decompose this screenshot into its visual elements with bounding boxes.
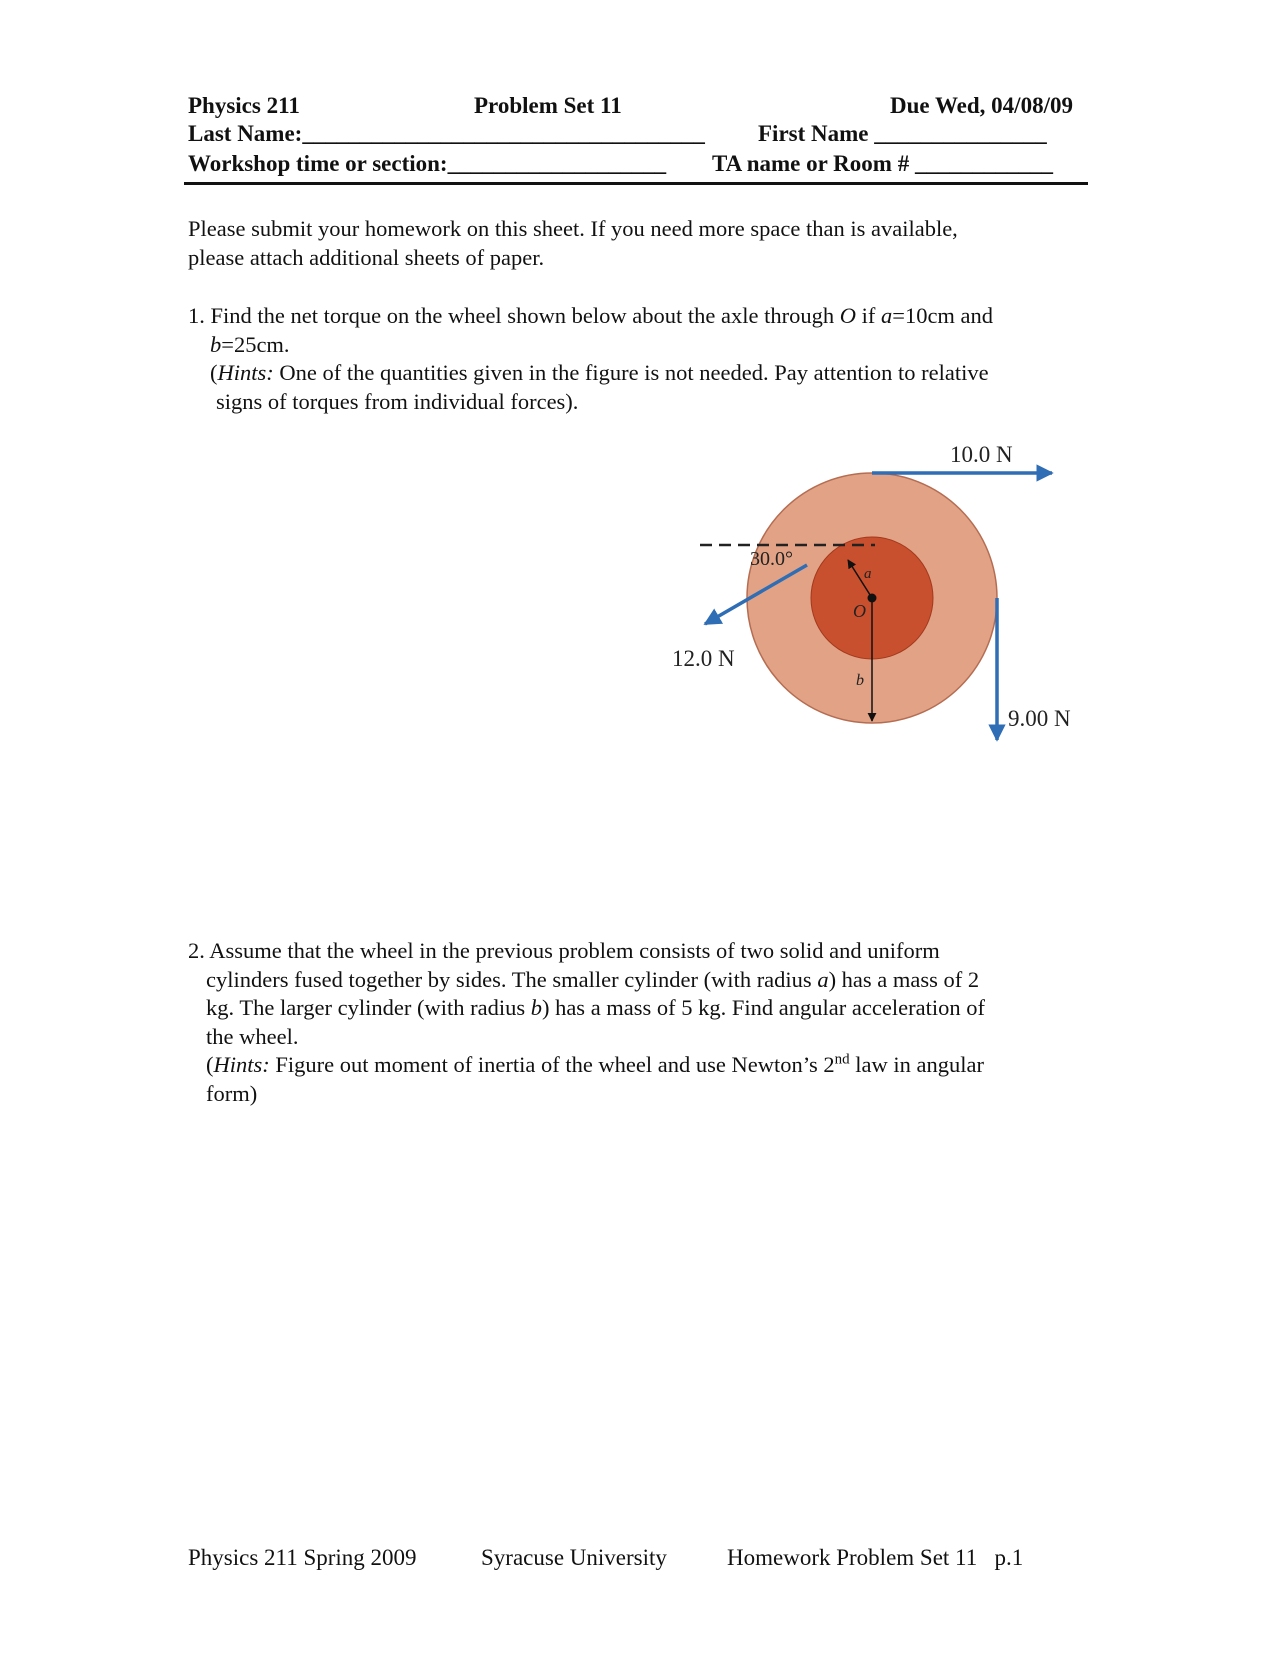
problem-1-hint-line-2: signs of torques from individual forces). [216,388,579,414]
force-12n-label: 12.0 N [672,646,735,671]
intro-line-2: please attach additional sheets of paper. [188,244,545,270]
footer-course: Physics 211 Spring 2009 [188,1545,417,1570]
problem-2-hint-line: (Hints: Figure out moment of inertia of the wheel and use Newton’s 2nd law in angular [206,1051,984,1077]
radius-b-label: b [856,672,864,689]
problem-1-line-2: b=25cm. [210,331,290,357]
footer-page: Homework Problem Set 11 p.1 [727,1545,1024,1570]
first-name-field: First Name _______________ [758,121,1047,146]
problem-2-line-3: kg. The larger cylinder (with radius b) has a mass of 5 kg. Find angular acceleration of [206,995,985,1020]
problem-2-line-4: the wheel. [206,1023,299,1049]
axle-o-label: O [853,601,866,621]
workshop-field: Workshop time or section:___________________ [188,151,667,176]
intro-line-1: Please submit your homework on this sheet. If you need more space than is available, [188,216,958,241]
problem-2 [188,937,985,1108]
ta-field: TA name or Room # ____________ [712,151,1053,176]
last-name-field: Last Name:___________________________________ [188,121,705,146]
problem-set-title: Problem Set 11 [474,93,622,118]
problem-1-line-1: 1. Find the net torque on the wheel shown below about the axle through O if a=10cm and [188,303,994,328]
force-9n-label: 9.00 N [1008,706,1071,731]
header-rule [184,182,1088,185]
wheel-torque-figure [660,430,1100,785]
due-date: Due Wed, 04/08/09 [890,93,1073,118]
problem-2-line-1: 2. Assume that the wheel in the previous problem consists of two solid and uniform [188,938,940,963]
problem-1 [188,302,993,416]
problem-2-line-6: form) [206,1080,258,1106]
force-10n-label: 10.0 N [950,442,1013,467]
course-name: Physics 211 [188,93,300,118]
axle-point [868,594,877,603]
radius-a-label: a [864,566,872,582]
angle-label: 30.0° [750,548,793,570]
problem-2-line-2: cylinders fused together by sides. The smaller cylinder (with radius a) has a mass of 2 [206,966,980,992]
intro-paragraph [188,215,958,272]
problem-1-hint-line-1: (Hints: One of the quantities given in the figure is not needed. Pay attention to relative [210,360,989,385]
footer-university: Syracuse University [481,1545,667,1570]
